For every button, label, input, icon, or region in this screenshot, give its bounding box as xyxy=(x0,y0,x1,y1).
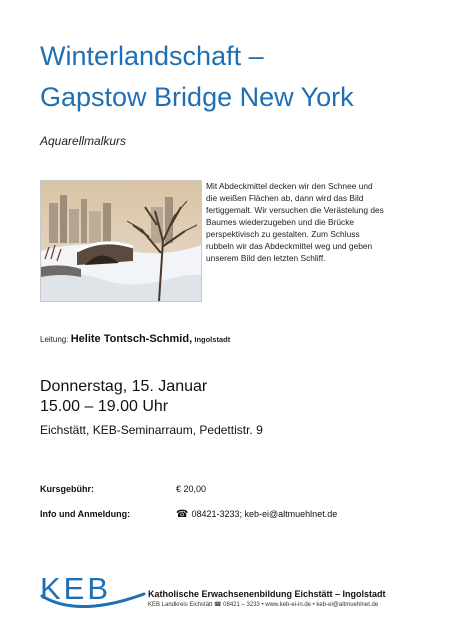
title-line-1: Winterlandschaft – xyxy=(40,41,264,71)
course-description: Mit Abdeckmittel decken wir den Schnee und die weißen Flächen ab, dann wird das Bild fertiggemalt. Wir versuchen die Verästelung des Baumes wiederzugeben und die Brücke perspektivisch zu gestalten. Zum Schluss rubbeln wir das Abdeckmittel weg und geben unserem Bild den letzten Schliff. xyxy=(206,181,384,263)
registration-info xyxy=(176,509,337,520)
schedule xyxy=(40,377,207,417)
fee-label: Kursgebühr: xyxy=(40,484,94,494)
course-subtitle: Aquarellmalkurs xyxy=(40,134,127,148)
footer-contact: KEB Landkreis Eichstätt ☎ 08421 – 3233 • www.keb-ei-in.de • keb-ei@altmuehlnet.de xyxy=(148,602,379,608)
logo-swoosh-icon xyxy=(38,592,148,616)
page-title xyxy=(40,36,440,118)
title-line-2: Gapstow Bridge New York xyxy=(40,82,354,112)
course-date: Donnerstag, 15. Januar xyxy=(40,378,208,395)
instructor-line xyxy=(40,333,230,345)
course-venue: Eichstätt, KEB-Seminarraum, Pedettistr. 9 xyxy=(40,423,263,437)
instructor-label: Leitung: xyxy=(40,335,69,344)
instructor-name: Helite Tontsch-Schmid, xyxy=(70,333,193,345)
telephone-icon: ☎ xyxy=(176,509,189,520)
registration-label: Info und Anmeldung: xyxy=(40,509,131,519)
registration-value: 08421-3233; keb-ei@altmuehlnet.de xyxy=(191,509,338,519)
keb-logo: KEB xyxy=(40,571,112,606)
watercolor-painting-image xyxy=(40,180,202,302)
course-time: 15.00 – 19.00 Uhr xyxy=(40,398,169,415)
fee-value: € 20,00 xyxy=(176,484,207,494)
instructor-place: Ingolstadt xyxy=(194,335,231,344)
footer-organization: Katholische Erwachsenenbildung Eichstätt – Ingolstadt xyxy=(148,589,386,599)
